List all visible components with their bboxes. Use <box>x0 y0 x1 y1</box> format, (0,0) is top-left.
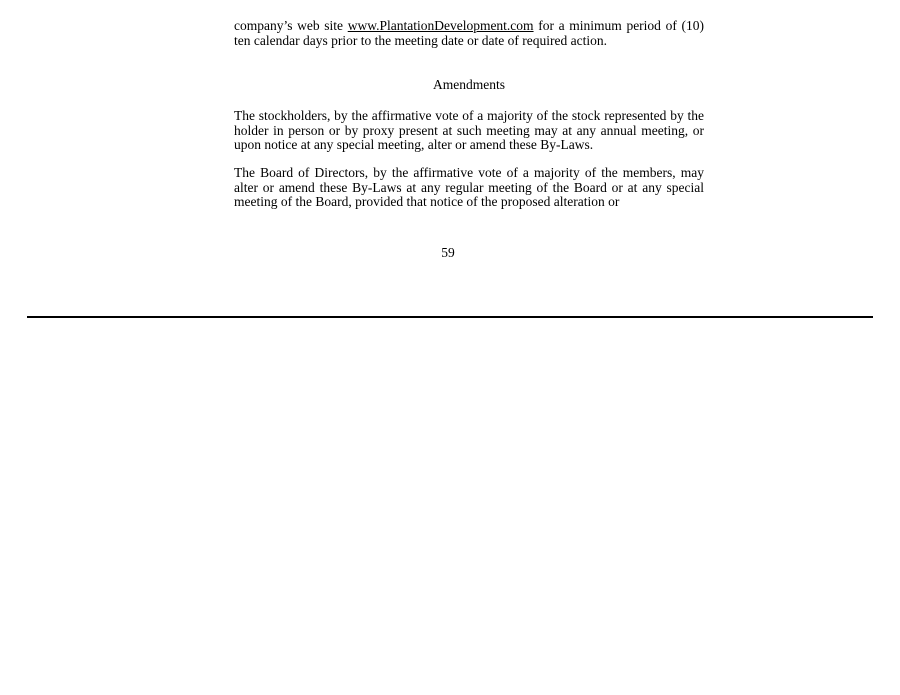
board-paragraph <box>234 166 704 210</box>
board-paragraph-text: The Board of Directors, by the affirmative vote of a majority of the members, may alter or amend these By-Laws at any regular meeting of the Board or at any special meeting of the Board, provided that notice of the proposed alteration or <box>234 165 704 209</box>
intro-paragraph <box>234 19 704 48</box>
website-link[interactable]: www.PlantationDevelopment.com <box>347 18 534 33</box>
section-heading: Amendments <box>433 77 505 92</box>
page-number: 59 <box>441 245 455 260</box>
intro-paragraph-text <box>234 19 704 48</box>
page-break-rule <box>27 316 873 318</box>
intro-text-after-link: for a minimum period of (10) ten calendar days prior to the meeting date or date of required action. <box>234 18 704 48</box>
stockholders-paragraph <box>234 109 704 153</box>
stockholders-paragraph-text: The stockholders, by the affirmative vote of a majority of the stock represented by the holder in person or by proxy present at such meeting may at any annual meeting, or upon notice at any special meeting, alter or amend these By-Laws. <box>234 108 704 152</box>
intro-text-before-link: company’s web site <box>234 18 348 33</box>
